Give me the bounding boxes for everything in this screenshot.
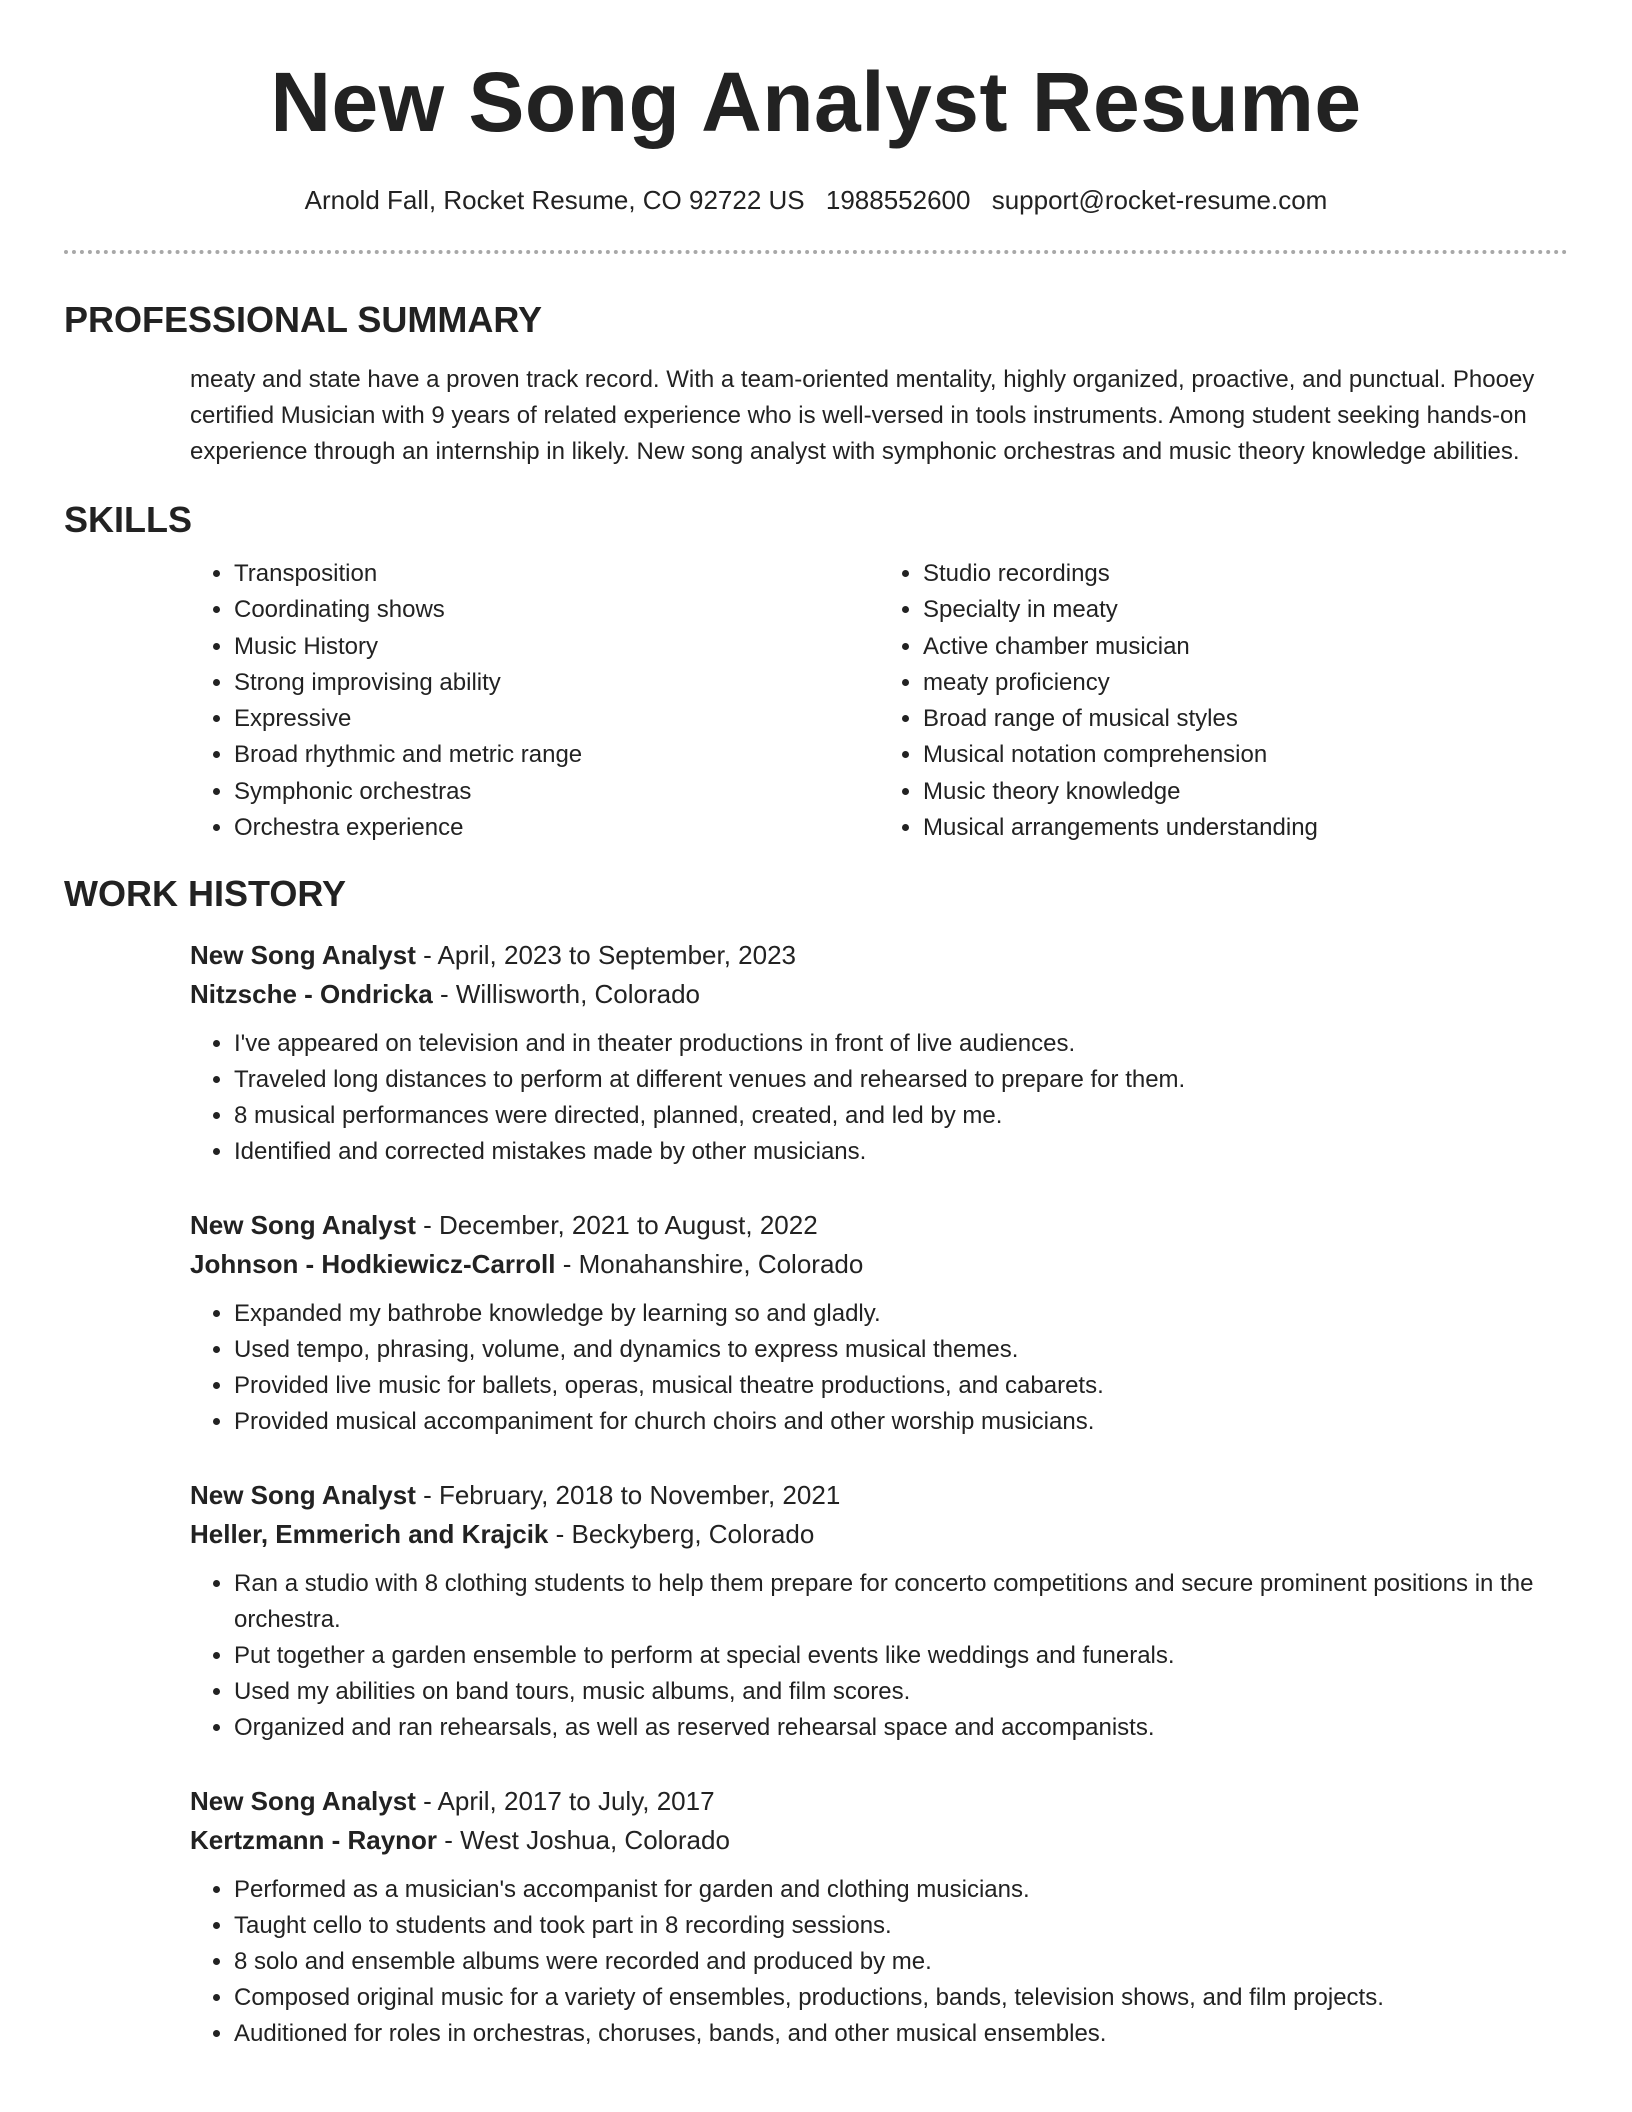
job-bullets	[190, 1026, 1568, 1170]
job-bullet: • 8 musical performances were directed, planned, created, and led by me.	[234, 1098, 1568, 1134]
job-bullet: • Put together a garden ensemble to perform at special events like weddings and funerals.	[234, 1638, 1568, 1674]
job-bullet: • Provided live music for ballets, operas, musical theatre productions, and cabarets.	[234, 1368, 1568, 1404]
job-location: - Beckyberg, Colorado	[548, 1519, 815, 1550]
job-location: - Willisworth, Colorado	[432, 979, 701, 1010]
job-entry	[190, 1782, 1568, 2052]
job-company-line	[190, 1515, 1568, 1554]
contact-address: Arnold Fall, Rocket Resume, CO 92722 US	[304, 185, 805, 215]
work-history-heading: WORK HISTORY	[64, 873, 347, 915]
skill-item: • Broad range of musical styles	[923, 701, 1568, 737]
job-bullets	[190, 1296, 1568, 1440]
contact-phone: 1988552600	[825, 185, 971, 215]
job-title: New Song Analyst	[190, 940, 416, 971]
job-bullet: • Identified and corrected mistakes made by other musicians.	[234, 1134, 1568, 1170]
job-location: - Monahanshire, Colorado	[555, 1249, 864, 1280]
contact-line	[64, 182, 1568, 218]
job-bullet: • Used tempo, phrasing, volume, and dynamics to express musical themes.	[234, 1332, 1568, 1368]
skill-item: • Broad rhythmic and metric range	[234, 737, 879, 773]
job-title-line	[190, 1206, 1568, 1245]
skill-item: • Symphonic orchestras	[234, 774, 879, 810]
job-company: Heller, Emmerich and Krajcik	[190, 1519, 549, 1550]
skill-item: • Strong improvising ability	[234, 665, 879, 701]
skills-grid	[64, 556, 1568, 846]
skills-column-right	[879, 556, 1568, 846]
job-bullets	[190, 1566, 1568, 1746]
job-company-line	[190, 975, 1568, 1014]
summary-text: meaty and state have a proven track record. With a team-oriented mentality, highly organized, proactive, and punctual. Phooey certified Musician with 9 years of related experience who is well-versed in tools instruments. Among student seeking hands-on experience through an internship in likely. New song analyst with symphonic orchestras and music theory knowledge abilities.	[190, 366, 1535, 465]
job-entry	[190, 936, 1568, 1170]
job-bullet: • Organized and ran rehearsals, as well as reserved rehearsal space and accompanists.	[234, 1710, 1568, 1746]
contact-email: support@rocket-resume.com	[991, 185, 1328, 215]
skill-item: • Specialty in meaty	[923, 592, 1568, 628]
skill-item: • Expressive	[234, 701, 879, 737]
job-company-line	[190, 1821, 1568, 1860]
resume-title: New Song Analyst Resume	[270, 55, 1362, 149]
job-bullet: • Performed as a musician's accompanist for garden and clothing musicians.	[234, 1872, 1568, 1908]
job-bullet: • Provided musical accompaniment for church choirs and other worship musicians.	[234, 1404, 1568, 1440]
job-bullet: • Used my abilities on band tours, music albums, and film scores.	[234, 1674, 1568, 1710]
job-company: Johnson - Hodkiewicz-Carroll	[190, 1249, 556, 1280]
job-bullet: • 8 solo and ensemble albums were recorded and produced by me.	[234, 1944, 1568, 1980]
skill-item: • Coordinating shows	[234, 592, 879, 628]
job-entry	[190, 1476, 1568, 1746]
job-dates: - April, 2017 to July, 2017	[415, 1786, 715, 1817]
skill-item: • Music theory knowledge	[923, 774, 1568, 810]
job-company: Nitzsche - Ondricka	[190, 979, 433, 1010]
work-history-list	[64, 936, 1568, 2052]
skill-item: • meaty proficiency	[923, 665, 1568, 701]
skill-item: • Music History	[234, 629, 879, 665]
job-bullet: • I've appeared on television and in theater productions in front of live audiences.	[234, 1026, 1568, 1062]
job-title: New Song Analyst	[190, 1786, 416, 1817]
skill-item: • Studio recordings	[923, 556, 1568, 592]
skill-item: • Orchestra experience	[234, 810, 879, 846]
skill-item: • Musical notation comprehension	[923, 737, 1568, 773]
job-dates: - April, 2023 to September, 2023	[415, 940, 796, 971]
job-bullet: • Taught cello to students and took part in 8 recording sessions.	[234, 1908, 1568, 1944]
job-title: New Song Analyst	[190, 1210, 416, 1241]
skill-item: • Transposition	[234, 556, 879, 592]
skills-heading: SKILLS	[64, 499, 193, 540]
skills-column-left	[190, 556, 879, 846]
job-bullet: • Expanded my bathrobe knowledge by learning so and gladly.	[234, 1296, 1568, 1332]
job-title: New Song Analyst	[190, 1480, 416, 1511]
job-dates: - February, 2018 to November, 2021	[415, 1480, 841, 1511]
job-bullet: • Traveled long distances to perform at different venues and rehearsed to prepare for them.	[234, 1062, 1568, 1098]
summary-heading: PROFESSIONAL SUMMARY	[64, 299, 543, 340]
job-bullet: • Ran a studio with 8 clothing students to help them prepare for concerto competitions and secure prominent positions in the orchestra.	[234, 1566, 1568, 1638]
job-bullets	[190, 1872, 1568, 2052]
job-bullet: • Auditioned for roles in orchestras, choruses, bands, and other musical ensembles.	[234, 2016, 1568, 2052]
job-entry	[190, 1206, 1568, 1440]
job-bullet: • Composed original music for a variety of ensembles, productions, bands, television shows, and film projects.	[234, 1980, 1568, 2016]
skill-item: • Active chamber musician	[923, 629, 1568, 665]
job-company-line	[190, 1245, 1568, 1284]
skill-item: • Musical arrangements understanding	[923, 810, 1568, 846]
job-title-line	[190, 1782, 1568, 1821]
job-title-line	[190, 936, 1568, 975]
job-location: - West Joshua, Colorado	[437, 1825, 730, 1856]
job-dates: - December, 2021 to August, 2022	[415, 1210, 818, 1241]
header-divider	[64, 250, 1568, 254]
job-title-line	[190, 1476, 1568, 1515]
job-company: Kertzmann - Raynor	[190, 1825, 438, 1856]
